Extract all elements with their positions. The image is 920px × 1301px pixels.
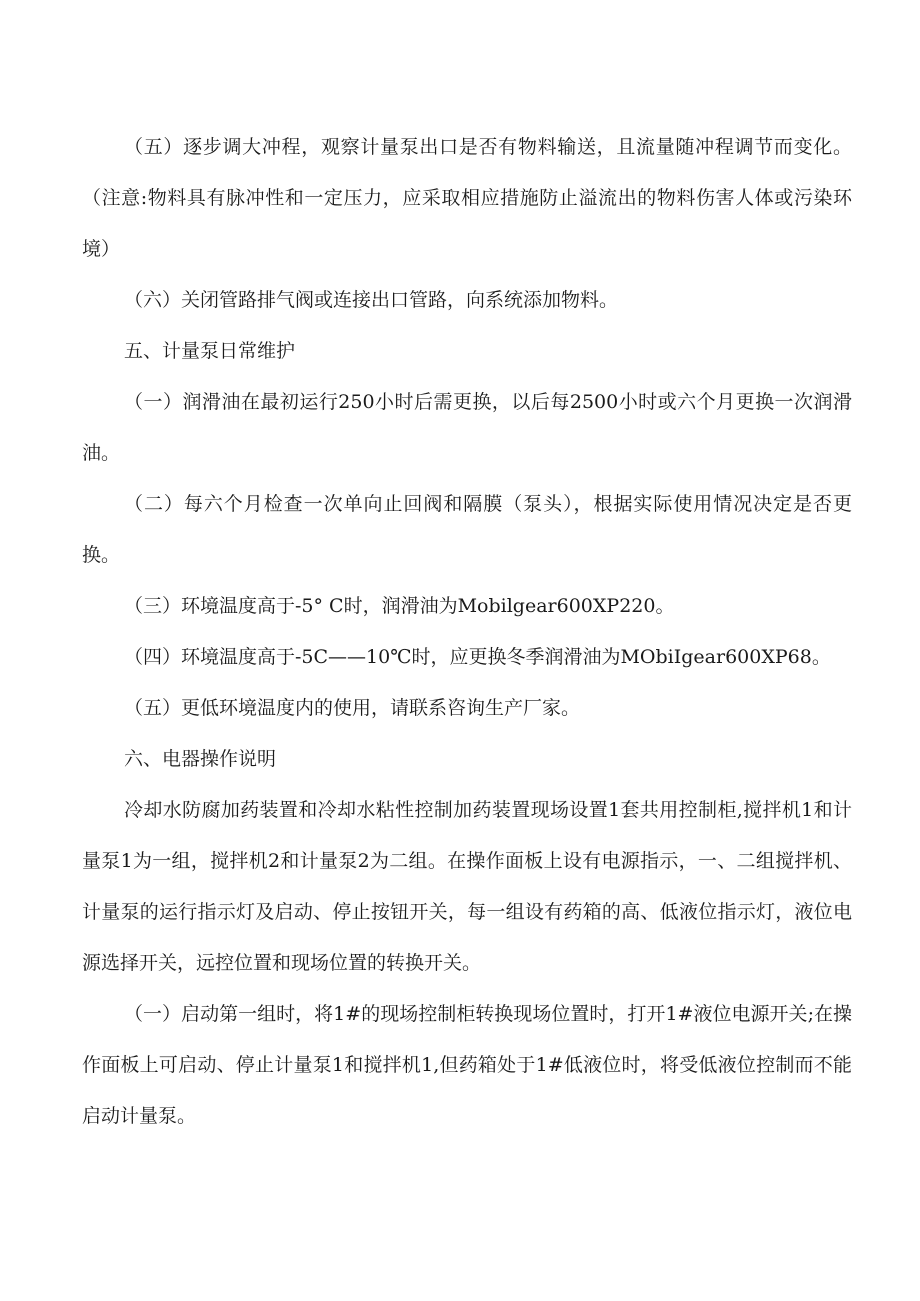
paragraph-control-cabinet: 冷却水防腐加药装置和冷却水粘性控制加药装置现场设置1套共用控制柜,搅拌机1和计量泵1为一组，搅拌机2和计量泵2为二组。在操作面板上设有电源指示，一、二组搅拌机、计量泵的运行指示灯及启动、停止按钮开关，每一组设有药箱的高、低液位指示灯，液位电源选择开关，远控位置和现场位置的转换开关。 — [82, 799, 852, 974]
paragraph-lubricant-above-minus5: （三）环境温度高于-5° C时，润滑油为Mobilgear600XP220。 — [124, 595, 675, 617]
paragraph-winter-lubricant: （四）环境温度高于-5C——10℃时，应更换冬季润滑油为MObiIgear600XP68。 — [124, 646, 831, 668]
paragraph-start-group-one: （一）启动第一组时，将1#的现场控制柜转换现场位置时，打开1#液位电源开关;在操作面板上可启动、停止计量泵1和搅拌机1,但药箱处于1#低液位时，将受低液位控制而不能启动计量泵。 — [82, 1003, 852, 1127]
paragraph-close-vent-valve: （六）关闭管路排气阀或连接出口管路，向系统添加物料。 — [124, 289, 619, 311]
paragraph-lubricant-change: （一）润滑油在最初运行250小时后需更换，以后每2500小时或六个月更换一次润滑油。 — [82, 391, 852, 464]
section-heading-electrical-operation: 六、电器操作说明 — [124, 748, 277, 770]
paragraph-lower-temperature: （五）更低环境温度内的使用，请联系咨询生产厂家。 — [124, 697, 581, 719]
paragraph-valve-diaphragm-check: （二）每六个月检查一次单向止回阀和隔膜（泵头），根据实际使用情况决定是否更换。 — [82, 493, 852, 566]
paragraph-stroke-adjust: （五）逐步调大冲程，观察计量泵出口是否有物料输送，且流量随冲程调节而变化。（注意:物料具有脉冲性和一定压力，应采取相应措施防止溢流出的物料伤害人体或污染环境） — [82, 136, 852, 260]
document-body — [82, 122, 852, 1142]
section-heading-daily-maintenance: 五、计量泵日常维护 — [124, 340, 296, 362]
